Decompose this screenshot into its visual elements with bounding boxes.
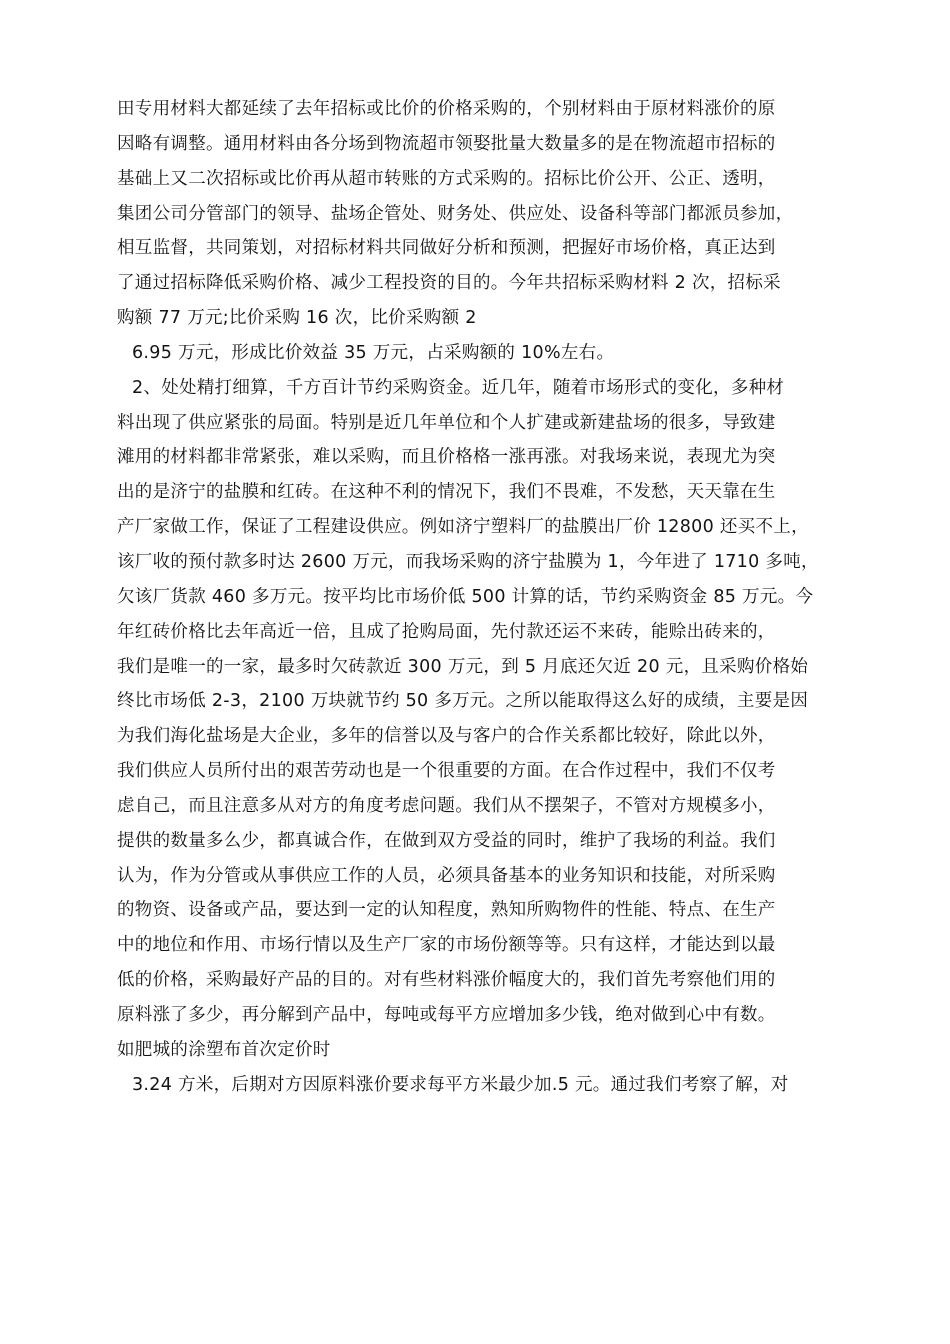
text-line: 6.95 万元，形成比价效益 35 万元，占采购额的 10%左右。: [132, 342, 615, 363]
text-line: 提供的数量多么少，都真诚合作，在做到双方受益的同时，维护了我场的利益。我们: [117, 830, 776, 851]
text-line: 3.24 方米，后期对方因原料涨价要求每平方米最少加.5 元。通过我们考察了解，对: [132, 1074, 789, 1095]
text-line: 出的是济宁的盐膜和红砖。在这种不利的情况下，我们不畏难，不发愁，天天靠在生: [117, 482, 776, 503]
text-line: 我们是唯一的一家，最多时欠砖款近 300 万元，到 5 月底还欠近 20 元，且采购价格始: [117, 656, 809, 677]
text-line: 相互监督，共同策划，对招标材料共同做好分析和预测，把握好市场价格，真正达到: [117, 238, 776, 259]
text-line: 如肥城的涂塑布首次定价时: [117, 1039, 331, 1060]
text-line: 的物资、设备或产品，要达到一定的认知程度，熟知所购物件的性能、特点、在生产: [117, 900, 776, 921]
text-line: 虑自己，而且注意多从对方的角度考虑问题。我们从不摆架子，不管对方规模多小，: [117, 795, 776, 816]
text-line: 年红砖价格比去年高近一倍，且成了抢购局面，先付款还运不来砖，能赊出砖来的，: [117, 621, 776, 642]
text-line: 该厂收的预付款多时达 2600 万元，而我场采购的济宁盐膜为 1，今年进了 1710 多吨，: [117, 551, 819, 572]
text-line: 低的价格，采购最好产品的目的。对有些材料涨价幅度大的，我们首先考察他们用的: [117, 970, 776, 991]
text-line: 基础上又二次招标或比价再从超市转账的方式采购的。招标比价公开、公正、透明，: [117, 168, 776, 189]
text-line: 原料涨了多少，再分解到产品中，每吨或每平方应增加多少钱，绝对做到心中有数。: [117, 1004, 776, 1025]
text-line: 因略有调整。通用材料由各分场到物流超市领娶批量大数量多的是在物流超市招标的: [117, 133, 776, 154]
text-line: 为我们海化盐场是大企业，多年的信誉以及与客户的合作关系都比较好，除此以外，: [117, 726, 776, 747]
text-line: 2、处处精打细算，千方百计节约采购资金。近几年，随着市场形式的变化，多种材: [132, 377, 785, 398]
text-line: 欠该厂货款 460 多万元。按平均比市场价低 500 计算的话，节约采购资金 85 万元。今: [117, 586, 814, 607]
text-line: 中的地位和作用、市场行情以及生产厂家的市场份额等等。只有这样，才能达到以最: [117, 935, 776, 956]
text-line: 终比市场低 2-3，2100 万块就节约 50 多万元。之所以能取得这么好的成绩，主要是因: [117, 691, 809, 712]
text-line: 购额 77 万元;比价采购 16 次，比价采购额 2: [117, 308, 477, 329]
text-line: 田专用材料大都延续了去年招标或比价的价格采购的，个别材料由于原材料涨价的原: [117, 99, 776, 119]
text-line: 产厂家做工作，保证了工程建设供应。例如济宁塑料厂的盐膜出厂价 12800 还买不上，: [117, 517, 809, 538]
text-line: 认为，作为分管或从事供应工作的人员，必须具备基本的业务知识和技能，对所采购: [117, 865, 776, 886]
text-line: 集团公司分管部门的领导、盐场企管处、财务处、供应处、设备科等部门都派员参加，: [117, 203, 794, 224]
document-body: [117, 92, 840, 1102]
text-line: 我们供应人员所付出的艰苦劳动也是一个很重要的方面。在合作过程中，我们不仅考: [117, 761, 776, 782]
text-line: 料出现了供应紧张的局面。特别是近几年单位和个人扩建或新建盐场的很多，导致建: [117, 412, 776, 433]
text-line: 了通过招标降低采购价格、减少工程投资的目的。今年共招标采购材料 2 次，招标采: [117, 273, 781, 294]
text-line: 滩用的材料都非常紧张，难以采购，而且价格格一涨再涨。对我场来说，表现尤为突: [117, 447, 776, 468]
